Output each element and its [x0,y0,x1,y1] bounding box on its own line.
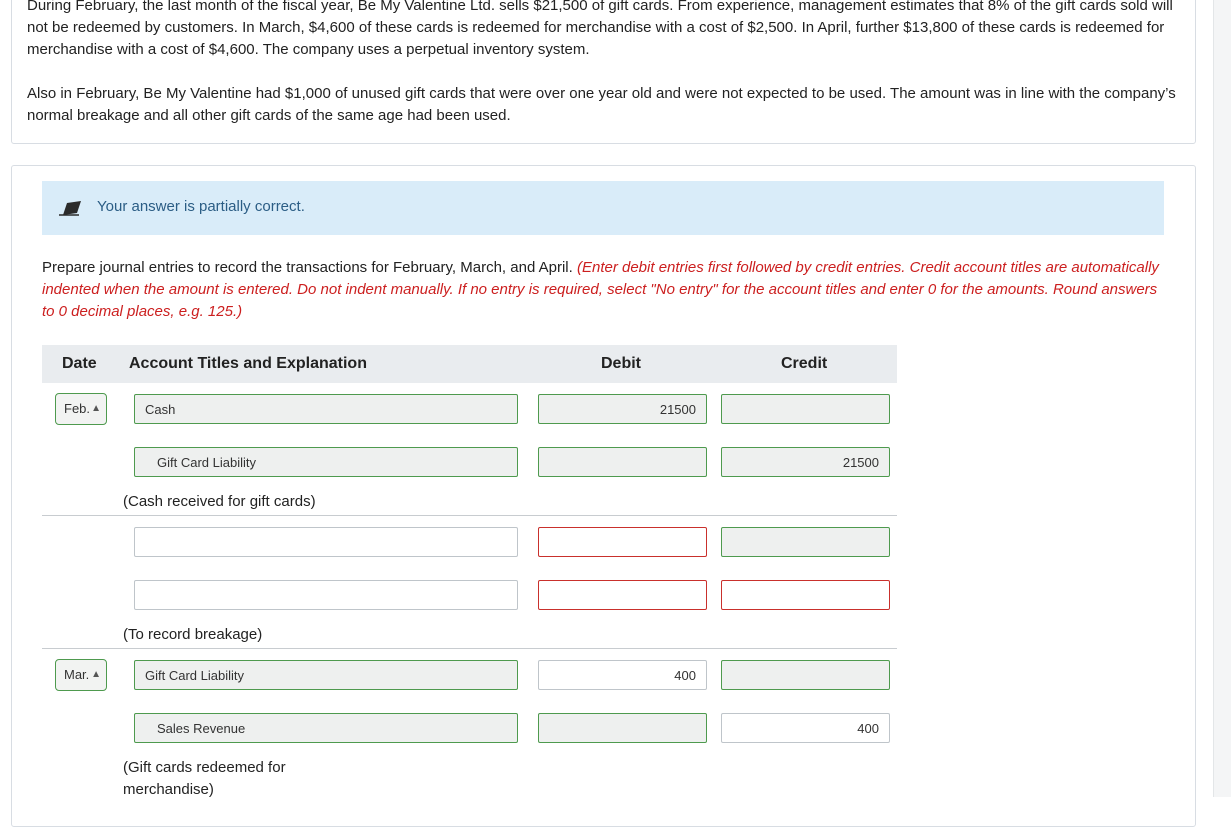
account-input[interactable]: Sales Revenue [134,713,518,743]
credit-input[interactable] [721,527,890,557]
feedback-message: Your answer is partially correct. [97,198,305,215]
header-credit: Credit [781,355,828,372]
debit-input[interactable] [538,713,707,743]
debit-input[interactable]: 21500 [538,394,707,424]
instructions [42,257,1170,323]
date-select-value: Feb. [64,401,91,416]
instructions-note: (Enter debit entries first followed by credit entries. Credit account titles are automatically indented when the amount is entered. Do not indent manually. If no entry is required, select "No entry" for the account titles and enter 0 for the amounts. Round answers to 0 decimal places, e.g. 125.) [42,259,1159,320]
date-select-value: Mar. [64,667,90,682]
credit-input[interactable] [721,394,890,424]
header-date: Date [62,355,97,372]
date-select-mar[interactable] [55,659,107,691]
credit-input[interactable]: 400 [721,713,890,743]
account-input[interactable] [134,580,518,610]
debit-input[interactable] [538,527,707,557]
journal-table-header [42,345,897,383]
account-input[interactable]: Gift Card Liability [134,660,518,690]
account-input[interactable] [134,527,518,557]
instructions-text: Prepare journal entries to record the transactions for February, March, and April. [42,259,573,276]
debit-input[interactable] [538,447,707,477]
entry-explanation: (Gift cards redeemed for merchandise) [123,759,286,798]
credit-input[interactable]: 21500 [721,447,890,477]
credit-input[interactable] [721,660,890,690]
problem-paragraph-1: During February, the last month of the fiscal year, Be My Valentine Ltd. sells $21,500 of gift cards. From experience, management estimates that 8% of the gift cards sold will not be redeemed by customers. In March, $4,600 of these cards is redeemed for merchandise with a cost of $2,500. In April, further $13,800 of these cards is redeemed for merchandise with a cost of $4,600. The company uses a perpetual inventory system. [27,0,1173,58]
account-input[interactable]: Gift Card Liability [134,447,518,477]
entry-explanation: (Cash received for gift cards) [123,493,316,510]
pencil-icon [57,200,83,216]
feedback-banner [42,181,1164,235]
problem-paragraph-2: Also in February, Be My Valentine had $1,000 of unused gift cards that were over one year old and were not expected to be used. The amount was in line with the company’s normal breakage and all other gift cards of the same age had been used. [27,85,1176,124]
account-input[interactable]: Cash [134,394,518,424]
page-scrollbar[interactable] [1213,0,1231,797]
header-debit: Debit [601,355,641,372]
entry-explanation: (To record breakage) [123,626,263,643]
entry-divider [42,515,897,516]
date-select-feb[interactable] [55,393,107,425]
updown-arrows-icon: ▲ [91,403,101,414]
debit-input[interactable] [538,580,707,610]
header-account: Account Titles and Explanation [129,355,367,372]
credit-input[interactable] [721,580,890,610]
entry-divider [42,648,897,649]
updown-arrows-icon: ▲ [91,669,101,680]
debit-input[interactable]: 400 [538,660,707,690]
